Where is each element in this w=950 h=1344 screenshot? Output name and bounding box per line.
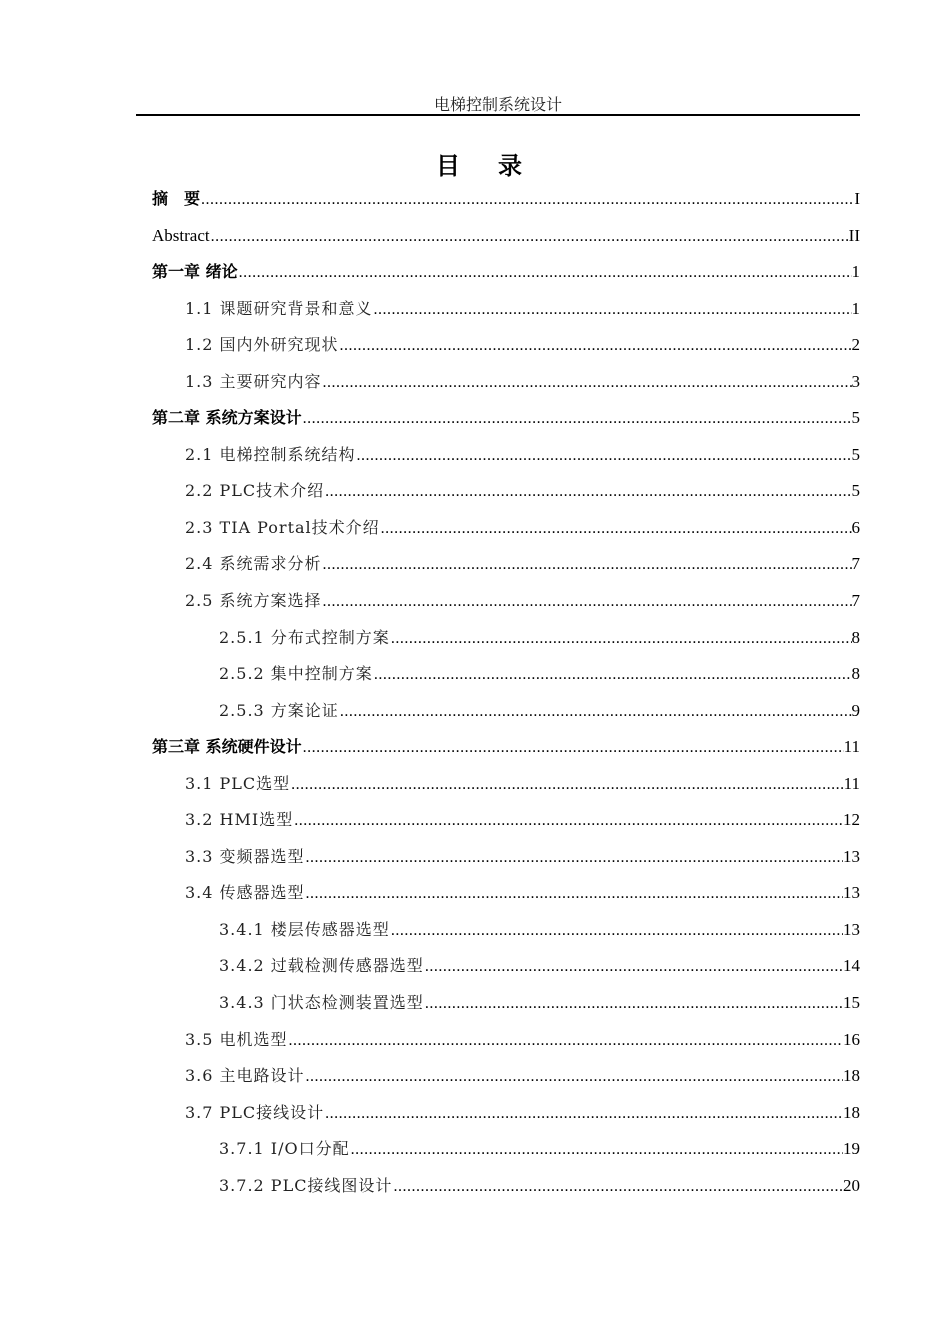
toc-title: 目录 — [436, 152, 560, 180]
toc-entry-page: 19 — [843, 1139, 860, 1159]
toc-entry-label: 2.1 电梯控制系统结构 — [185, 444, 356, 464]
toc-entry[interactable] — [152, 696, 860, 733]
toc-entry-label: 3.7 PLC接线设计 — [185, 1102, 325, 1122]
dot-leader — [391, 624, 852, 654]
toc-entry[interactable] — [152, 476, 860, 513]
toc-entry-label: 3.7.2 PLC接线图设计 — [219, 1175, 393, 1195]
toc-entry-label: 3.1 PLC选型 — [185, 773, 291, 793]
toc-entry-page: 1 — [851, 298, 860, 318]
toc-entry-page: 14 — [843, 956, 860, 976]
toc-entry[interactable] — [152, 769, 860, 806]
toc-entry-page: 2 — [851, 335, 860, 355]
toc-entry-label: 3.4 传感器选型 — [185, 883, 305, 903]
toc-entry-page: 18 — [843, 1066, 860, 1086]
toc-entry-label: 2.2 PLC技术介绍 — [185, 481, 325, 501]
toc-entry[interactable] — [152, 403, 860, 440]
toc-entry[interactable] — [152, 1025, 860, 1062]
toc-entry[interactable] — [152, 1098, 860, 1135]
toc-entry[interactable] — [152, 257, 860, 294]
toc-entry-page: I — [854, 189, 860, 208]
toc-entry-label: 1.3 主要研究内容 — [185, 371, 322, 391]
toc-entry-page: 11 — [843, 737, 860, 757]
dot-leader — [201, 185, 854, 215]
toc-entry-label: 第三章 系统硬件设计 — [152, 737, 302, 757]
toc-entry-label: 3.3 变频器选型 — [185, 846, 305, 866]
toc-entry-page: 5 — [851, 481, 860, 501]
toc-entry-label: 3.6 主电路设计 — [185, 1066, 305, 1086]
dot-leader — [425, 989, 843, 1019]
dot-leader — [303, 404, 852, 434]
dot-leader — [340, 331, 852, 361]
toc-entry-page: 3 — [851, 371, 860, 391]
toc-entry-page: 7 — [851, 591, 860, 611]
dot-leader — [340, 697, 852, 727]
dot-leader — [325, 1099, 843, 1129]
toc-entry-label: Abstract — [152, 225, 210, 245]
dot-leader — [294, 806, 843, 836]
toc-entry[interactable] — [152, 732, 860, 769]
toc-entry[interactable] — [152, 805, 860, 842]
toc-entry[interactable] — [152, 513, 860, 550]
toc-entry-label: 1.2 国内外研究现状 — [185, 335, 339, 355]
dot-leader — [306, 843, 843, 873]
toc-entry-page: 8 — [851, 664, 860, 684]
toc-entry[interactable] — [152, 440, 860, 477]
page-header — [136, 90, 860, 116]
toc-entry-page: 16 — [843, 1029, 860, 1049]
toc-entry-label: 2.5 系统方案选择 — [185, 591, 322, 611]
toc-entry[interactable] — [152, 842, 860, 879]
toc-entry-page: 5 — [851, 444, 860, 464]
toc-entry-label: 2.5.3 方案论证 — [219, 700, 339, 720]
toc-entry-label: 3.4.1 楼层传感器选型 — [219, 919, 390, 939]
dot-leader — [306, 879, 843, 909]
dot-leader — [374, 660, 852, 690]
toc-entry[interactable] — [152, 549, 860, 586]
toc-entry[interactable] — [152, 988, 860, 1025]
toc-entry-label: 第一章 绪论 — [152, 262, 238, 282]
toc-entry[interactable] — [152, 915, 860, 952]
dot-leader — [357, 441, 852, 471]
toc-entry[interactable] — [152, 294, 860, 331]
toc-entry-label: 3.4.2 过载检测传感器选型 — [219, 956, 424, 976]
toc-entry-page: 13 — [843, 919, 860, 939]
toc-entry[interactable] — [152, 330, 860, 367]
dot-leader — [323, 550, 852, 580]
toc-entry[interactable] — [152, 367, 860, 404]
toc-entry-page: 7 — [851, 554, 860, 574]
toc-entry-page: 13 — [843, 846, 860, 866]
toc-entry-page: 11 — [843, 773, 860, 793]
dot-leader — [211, 222, 849, 252]
dot-leader — [303, 733, 844, 763]
dot-leader — [325, 477, 851, 507]
header-title: 电梯控制系统设计 — [433, 95, 562, 114]
toc-entry[interactable] — [152, 1061, 860, 1098]
toc-entry-page: II — [848, 225, 860, 245]
toc-entry-page: 13 — [843, 883, 860, 903]
toc-entry-label: 3.4.3 门状态检测装置选型 — [219, 993, 424, 1013]
table-of-contents — [152, 184, 860, 1207]
toc-entry-page: 12 — [843, 810, 860, 830]
toc-entry-page: 1 — [851, 262, 860, 282]
toc-entry-label: 3.5 电机选型 — [185, 1029, 288, 1049]
toc-entry-label: 2.3 TIA Portal技术介绍 — [185, 517, 380, 537]
toc-entry-page: 5 — [851, 408, 860, 428]
dot-leader — [391, 916, 843, 946]
toc-entry-page: 9 — [851, 700, 860, 720]
dot-leader — [306, 1062, 843, 1092]
toc-entry[interactable] — [152, 951, 860, 988]
toc-entry-page: 8 — [851, 627, 860, 647]
toc-entry[interactable] — [152, 586, 860, 623]
toc-entry[interactable] — [152, 1134, 860, 1171]
toc-entry-label: 3.7.1 I/O口分配 — [219, 1139, 350, 1159]
toc-entry[interactable] — [152, 623, 860, 660]
dot-leader — [393, 1172, 843, 1202]
dot-leader — [351, 1135, 843, 1165]
toc-entry-label: 第二章 系统方案设计 — [152, 408, 302, 428]
toc-entry[interactable] — [152, 184, 860, 221]
dot-leader — [323, 368, 852, 398]
toc-entry-page: 6 — [851, 517, 860, 537]
toc-entry[interactable] — [152, 1171, 860, 1208]
toc-entry-page: 20 — [843, 1175, 860, 1195]
toc-entry-label: 摘 要 — [152, 189, 201, 208]
toc-entry-label: 1.1 课题研究背景和意义 — [185, 298, 373, 318]
dot-leader — [323, 587, 852, 617]
dot-leader — [374, 295, 852, 325]
toc-entry-page: 15 — [843, 993, 860, 1013]
dot-leader — [289, 1026, 843, 1056]
toc-entry-label: 2.5.2 集中控制方案 — [219, 664, 373, 684]
toc-entry-label: 2.4 系统需求分析 — [185, 554, 322, 574]
dot-leader — [425, 952, 843, 982]
dot-leader — [291, 770, 843, 800]
toc-entry[interactable] — [152, 659, 860, 696]
toc-entry[interactable] — [152, 221, 860, 258]
toc-entry[interactable] — [152, 878, 860, 915]
dot-leader — [239, 258, 852, 288]
dot-leader — [381, 514, 852, 544]
toc-entry-page: 18 — [843, 1102, 860, 1122]
toc-entry-label: 3.2 HMI选型 — [185, 810, 294, 830]
toc-entry-label: 2.5.1 分布式控制方案 — [219, 627, 390, 647]
